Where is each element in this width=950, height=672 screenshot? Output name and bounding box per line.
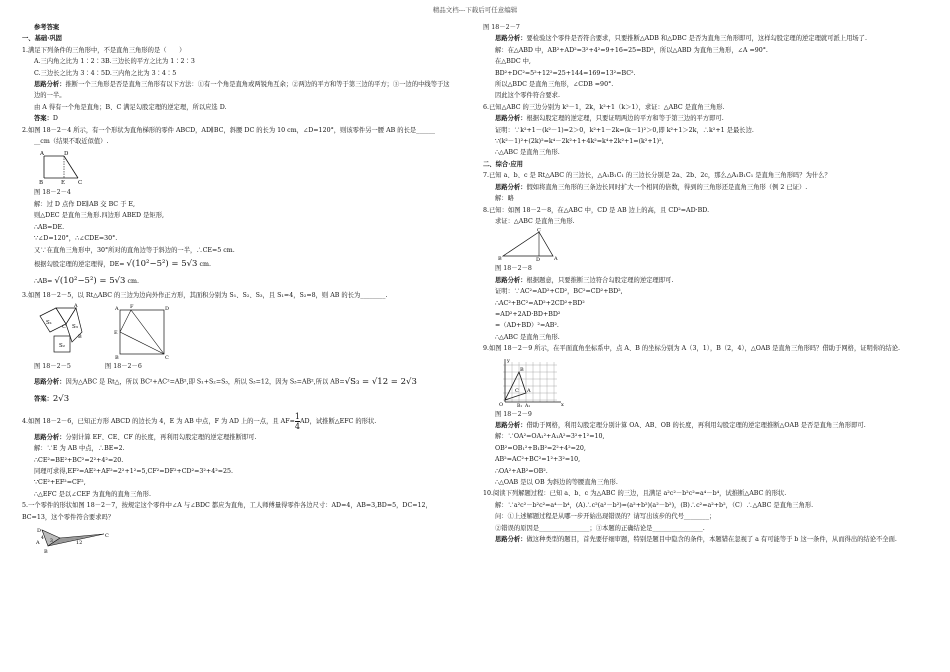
q2-step-math <box>22 256 454 273</box>
math-prefix: ∴AB= <box>34 277 53 285</box>
figures-18-2-5-and-6 <box>22 302 454 360</box>
label-c: C <box>515 387 519 394</box>
q9-stem: 9.如图 18－2－9 所示，在平面直角坐标系中，点 A、B 的坐标分别为 A（3，1），B（2，4），△OAB 是直角三角形吗？借助于网格，证明你的结论. <box>483 345 901 353</box>
analysis-label: 思路分析： <box>495 35 527 43</box>
q10-step: 解：∵a²c²－b²c²=a⁴－b⁴，(A)∴c²(a²－b²)=(a²+b²)(a²－b²)，(B)∴c²=a²+b²，（C）∴△ABC 是直角三角形. <box>495 501 814 509</box>
label-c: C <box>78 180 83 187</box>
q9-step: OB²=OB₁²+B₁B²=2²+4²=20, <box>495 444 586 452</box>
figure-caption: 图 18－2－5 <box>34 363 71 371</box>
q1-answer <box>22 113 454 124</box>
figure-captions <box>22 361 454 372</box>
label-b: B <box>44 548 48 554</box>
label-s1: S₁ <box>46 320 52 327</box>
grid-coordinate-figure <box>495 356 575 408</box>
q4-stem <box>22 412 454 432</box>
q4-stem-b: AD，试推断△EFC 的形状. <box>299 417 377 425</box>
label-c: C <box>537 228 541 234</box>
answer-label: 答案： <box>34 395 53 403</box>
label-a: A <box>36 539 40 546</box>
q2-stem-cont: __cm（结果不取近似值）. <box>34 138 109 146</box>
q10-step: 问：①上述解题过程是从哪一步开始出现错误的？请写出该步的代号________； <box>495 513 716 521</box>
q6-step: ∴△ABC 是直角三角形. <box>495 149 560 157</box>
label-3: 3 <box>50 538 53 544</box>
q4-step: ∵CE²+EF²=CF², <box>34 479 86 487</box>
label-d: D <box>165 306 170 313</box>
q8-step: 证明：∵AC²=AD²+CD²，BC²=CD²+BD², <box>495 288 623 296</box>
q7-step: 解：略 <box>495 195 514 203</box>
label-a: A <box>115 306 119 313</box>
analysis-text: 要检验这个零件是否符合要求，只要推断△ADB 和△DBC 是否为直角三角形即可，这样勾股定理的逆定理就可派上用场了. <box>526 35 867 43</box>
q4-step: 同理可求得,EF²=AE²+AF²=2²+1²=5,CF²=DF²+CD²=3²+4²=25. <box>34 467 234 475</box>
q10-analysis <box>483 534 931 545</box>
figure-18-2-7 <box>22 524 454 554</box>
analysis-text: 推断一个三角形是否是直角三角形有以下方法：①有一个角是直角或两锐角互余；②两边的平方和等于第三边的平方；③一边的中线等于这边的一半。 <box>34 81 450 100</box>
math-expression: √(10²−5²) = 5√3 <box>126 258 198 269</box>
q4-step: 解：∵E 为 AB 中点，∴BE=2. <box>34 445 125 453</box>
q5-analysis <box>483 33 931 44</box>
math-suffix: cm. <box>127 277 139 285</box>
q5-step: BD²+DC²=5²+12²=25+144=169=13²=BC². <box>495 69 636 77</box>
label-a: A <box>527 387 531 394</box>
q2-step: ∵∠D=120°，∴∠CDE=30°. <box>34 235 118 243</box>
answers-title: 参考答案 <box>34 24 60 31</box>
analysis-text: 假如将直角三角形的三条边长同时扩大一个相同的倍数，得到的三角形还是直角三角形（例 2 已证）. <box>526 183 808 191</box>
q9-step: AB²=AC²+BC²=1²+3²=10, <box>495 456 581 464</box>
q10-step: ②错误的原因是________________；③本题的正确结论是________________. <box>495 524 705 532</box>
label-y: y <box>507 357 510 364</box>
q3-analysis <box>22 373 454 392</box>
answer-value: 2√3 <box>52 394 70 405</box>
trapezoid-figure <box>34 148 94 186</box>
analysis-label: 思路分析： <box>495 276 527 284</box>
analysis-text: 因为△ABC 是 Rt△，所以 BC²+AC²=AB²,即 S₁+S₂=S₃，所以 S₃=12，因为 S₃=AB²,所以 AB= <box>65 378 345 386</box>
q6-step: 证明：∵k²+1－(k²－1)=2＞0，k²+1－2k=(k－1)²＞0,即 k²+1＞2k，∴k²+1 是最长边. <box>495 126 754 134</box>
math-suffix: cm. <box>199 260 211 268</box>
q5-step: 解：在△ABD 中，AB²+AD²=3²+4²=9+16=25=BD²，所以△ABD 为直角三角形，∠A =90°. <box>495 46 768 54</box>
label-a: A <box>40 151 44 158</box>
q6-step: ∵(k²－1)²+(2k)²=k⁴－2k²+1+4k²=k⁴+2k²+1=(k²+1)², <box>495 138 664 146</box>
answer-value: D <box>52 115 58 123</box>
q9-step: ∴△OAB 是以 OB 为斜边的等腰直角三角形. <box>495 479 618 486</box>
analysis-label: 思路分析： <box>495 115 527 123</box>
label-s3: S₃ <box>72 324 78 331</box>
fraction-numerator: 1 <box>294 411 300 421</box>
label-f: F <box>130 304 134 311</box>
q8-analysis <box>483 275 931 286</box>
triangle-altitude-figure <box>495 228 575 262</box>
q1-reason: 由 A 得有一个角是直角；B、C 满足勾股定理的逆定理，所以应选 D. <box>34 103 227 111</box>
label-b: B <box>498 256 502 263</box>
analysis-text: 做这种类型的题目，首先要仔细审题，特别是题目中隐含的条件，本题错在忽视了 a 有可能等于 b 这一条件，从而得出的结论不全面. <box>526 536 897 544</box>
q10-stem: 10.阅读下列解题过程：已知 a、b、c 为△ABC 的三边，且满足 a²c²－b²c²=a⁴－b⁴，试推断△ABC 的形状. <box>483 490 787 498</box>
analysis-text: 根据勾股定理的逆定理，只要证明两边的平方和等于第三边的平方即可. <box>526 115 724 123</box>
analysis-text: 借助于网格，利用勾股定理分别计算 OA、AB、OB 的长度，再利用勾股定理的逆定理推断△OAB 是否是直角三角形即可. <box>526 421 866 429</box>
figure-caption: 图 18－2－7 <box>483 24 520 31</box>
q1-options-cd: C.三边长之比为 3∶4∶5D.三内角之比为 3∶4∶5 <box>34 69 177 77</box>
label-4: 4 <box>41 535 44 541</box>
analysis-text: 分别计算 EF、CE、CF 的长度，再利用勾股定理的逆定理推断即可. <box>65 433 257 441</box>
q1-options-ab: A.三内角之比为 1∶2∶3B.三边长的平方之比为 1∶2∶3 <box>34 58 195 66</box>
q4-step: ∴△EFC 是以∠CEF 为直角的直角三角形. <box>34 490 151 498</box>
label-a: A <box>554 256 558 263</box>
q4-step: ∴CE²=BE²+BC²=2²+4²=20. <box>34 456 124 464</box>
analysis-label: 思路分析： <box>34 433 66 441</box>
label-x: x <box>561 401 564 408</box>
label-d: D <box>536 257 541 263</box>
q3-stem: 3.如图 18－2－5，以 Rt△ABC 的三边为边向外作正方形，其面积分别为 S₁、S₂、S₃，且 S₁=4，S₂=8，则 AB 的长为________. <box>22 291 388 299</box>
q5-step: 因此这个零件符合要求. <box>495 92 560 100</box>
q2-step: 则△DEC 是直角三角形.四边形 ABED 是矩形, <box>34 212 164 220</box>
label-c: C <box>62 324 66 331</box>
label-b: B <box>39 180 44 187</box>
q8-prove: 求证：△ABC 是直角三角形. <box>495 217 575 225</box>
q1-stem: 1.满足下列条件的三角形中，不是直角三角形的是（ ） <box>22 46 186 54</box>
label-e: E <box>114 330 118 337</box>
label-s2: S₂ <box>59 343 65 350</box>
label-c: C <box>165 355 169 361</box>
q8-stem: 8.已知：如图 18－2－8，在△ABC 中，CD 是 AB 边上的高，且 CD²=AD·BD. <box>483 206 710 214</box>
math-expression: √S₃ = √12 = 2√3 <box>344 376 417 387</box>
figure-18-2-9 <box>483 356 931 408</box>
label-o: O <box>499 401 504 408</box>
label-b: B <box>115 355 119 361</box>
q9-analysis <box>483 420 931 431</box>
fraction-denominator: 4 <box>294 421 300 431</box>
right-column <box>483 22 931 545</box>
q5-step: 在△BDC 中, <box>495 58 531 66</box>
q9-step: 解：∵OA²=OA₁²+A₁A²=3²+1²=10, <box>495 433 605 441</box>
q2-step: 解：过 D 点作 DE∥AB 交 BC 于 E, <box>34 200 136 208</box>
label-d: D <box>64 151 69 158</box>
analysis-label: 思路分析： <box>495 421 527 429</box>
section-basic: 一、基础·巩固 <box>22 35 62 43</box>
q2-step: ∴AB=DE. <box>34 223 65 231</box>
label-a: A <box>74 303 78 310</box>
label-b1: B₁ <box>517 403 523 408</box>
label-b: B <box>520 366 524 373</box>
figure-caption: 图 18－2－4 <box>34 189 71 197</box>
q8-step: ∴△ABC 是直角三角形. <box>495 333 560 341</box>
q2-stem: 2.如图 18－2－4 所示，有一个形状为直角梯形的零件 ABCD，AD∥BC，斜腰 DC 的长为 10 cm，∠D=120°，则该零件另一腰 AB 的长是______ <box>22 126 436 134</box>
q8-step: =（AD+BD）²=AB². <box>495 322 559 330</box>
label-d: D <box>37 527 42 534</box>
label-12: 12 <box>76 539 83 546</box>
q8-step: ∴AC²+BC²=AD²+2CD²+BD² <box>495 299 585 307</box>
figure-caption: 图 18－2－6 <box>104 363 142 371</box>
figure-18-2-8 <box>483 228 931 262</box>
label-a1: A₁ <box>525 403 531 408</box>
analysis-label: 思路分析： <box>34 378 66 386</box>
figure-18-2-4 <box>22 148 454 186</box>
analysis-text: 根据题意，只要推断三边符合勾股定理的逆定理即可. <box>526 276 674 284</box>
q4-analysis <box>22 432 454 443</box>
page-header: 精品文档---下载后可任意编辑 <box>432 6 518 14</box>
figure-caption: 图 18－2－8 <box>495 265 532 273</box>
figure-caption: 图 18－2－9 <box>495 410 532 418</box>
analysis-label: 思路分析： <box>495 536 527 544</box>
q5-step: 所以△BDC 是直角三角形，∠CDB =90°. <box>495 81 614 89</box>
q2-step-math <box>22 273 454 290</box>
q7-analysis <box>483 182 931 193</box>
analysis-label: 思路分析： <box>34 81 66 89</box>
section-comprehensive: 二、综合·应用 <box>483 160 523 168</box>
quadrilateral-figure <box>34 524 114 554</box>
analysis-label: 思路分析： <box>495 183 527 191</box>
q1-analysis <box>22 79 454 102</box>
left-column <box>22 22 454 555</box>
squares-figure <box>34 302 174 360</box>
q6-analysis <box>483 113 931 124</box>
label-e: E <box>61 180 66 187</box>
math-prefix: 根据勾股定理的逆定理得，DE= <box>34 260 125 268</box>
q2-step: 又∵在直角三角形中，30°所对的直角边等于斜边的一半，∴CE=5 cm. <box>34 246 235 254</box>
label-c: C <box>105 532 109 539</box>
q3-answer <box>22 391 454 408</box>
q7-stem: 7.已知 a、b、c 是 Rt△ABC 的三边长，△A₁B₁C₁ 的三边长分别是 2a、2b、2c，那么△A₁B₁C₁ 是直角三角形吗？为什么？ <box>483 172 831 180</box>
math-expression: √(10²−5²) = 5√3 <box>54 275 126 286</box>
q5-stem: 5.一个零件的形状如图 18－2－7，按规定这个零件中∠A 与∠BDC 都应为直角，工人师傅量得零件各边尺寸：AD=4，AB=3,BD=5，DC=12，BC=13，这个零件符合要求吗？ <box>22 502 432 521</box>
answer-label: 答案： <box>34 115 53 123</box>
q4-stem-a: 4.如图 18－2－6，已知正方形 ABCD 的边长为 4，E 为 AB 中点，F 为 AD 上的一点，且 AF= <box>22 417 295 425</box>
q9-step: ∴OA²+AB²=OB². <box>495 467 548 475</box>
q8-step: =AD²+2AD·BD+BD² <box>495 310 561 318</box>
label-b: B <box>78 334 82 341</box>
q6-stem: 6.已知△ABC 的三边分别为 k²－1，2k，k²+1（k＞1），求证：△ABC 是直角三角形. <box>483 103 725 111</box>
